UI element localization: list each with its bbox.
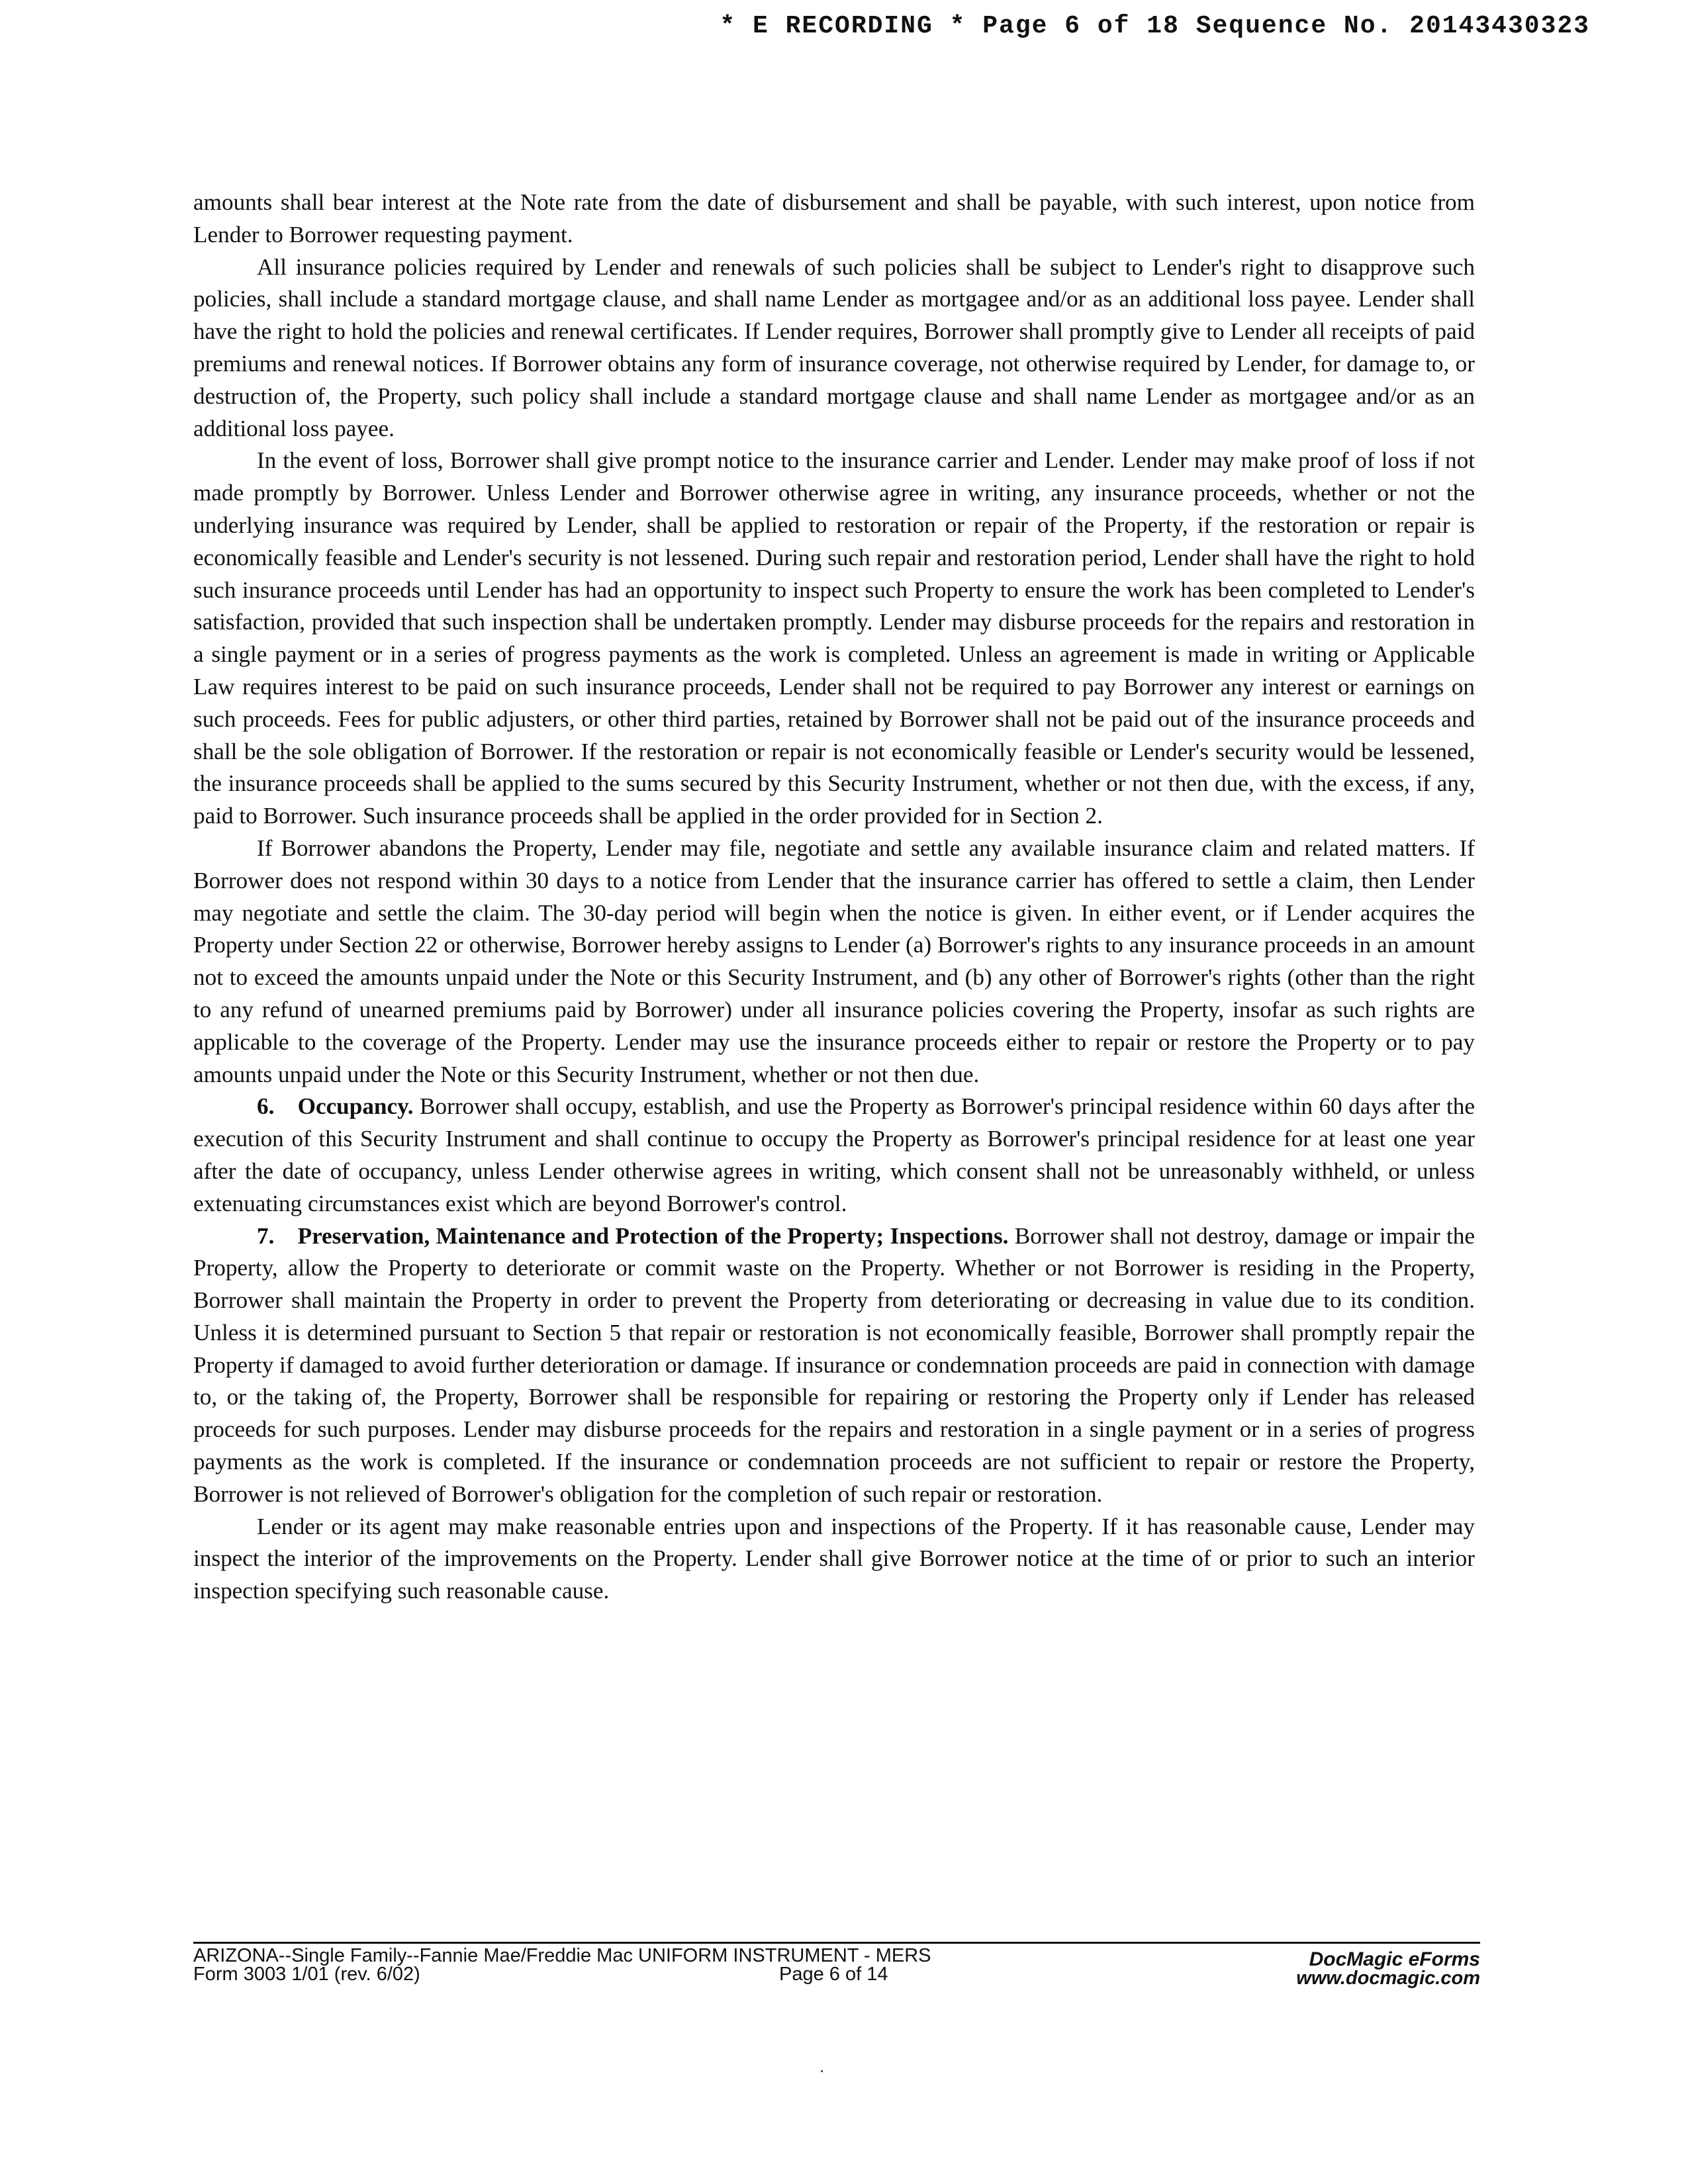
section-6-body: Borrower shall occupy, establish, and use the Property as Borrower's principal residence within 60 days after the execution of this Security Instrument and shall continue to occupy the Property as Borrower's principal residence for at least one year after the date of occupancy, unless Lender otherwise agrees in writing, which consent shall not be unreasonably withheld, or unless extenuating circumstances exist which are beyond Borrower's control. [193, 1093, 1475, 1216]
section-6-heading: 6. Occupancy. [257, 1093, 414, 1120]
footer-brand-block [1296, 1950, 1480, 1987]
scan-speck [821, 2070, 823, 2072]
footer-form-number: Form 3003 1/01 (rev. 6/02) [193, 1964, 420, 1985]
document-body [193, 187, 1475, 1608]
footer-page-number: Page 6 of 14 [779, 1964, 888, 1985]
paragraph-continuation: amounts shall bear interest at the Note rate from the date of disbursement and shall be payable, with such interest, upon notice from Lender to Borrower requesting payment. [193, 189, 1475, 248]
paragraph-inspections: Lender or its agent may make reasonable entries upon and inspections of the Property. If it has reasonable cause, Lender may inspect the interior of the improvements on the Property. Lender shall give Borrower notice at the time of or prior to such an interior inspection specifying such reasonable cause. [193, 1513, 1475, 1604]
section-7-heading: 7. Preservation, Maintenance and Protection of the Property; Inspections. [257, 1222, 1009, 1249]
recording-header: * E RECORDING * Page 6 of 18 Sequence No. 20143430323 [720, 12, 1590, 40]
section-7-body: Borrower shall not destroy, damage or impair the Property, allow the Property to deteriorate or commit waste on the Property. Whether or not Borrower is residing in the Property, Borrower shall maintain the Property in order to prevent the Property from deteriorating or decreasing in value due to its condition. Unless it is determined pursuant to Section 5 that repair or restoration is not economically feasible, Borrower shall promptly repair the Property if damaged to avoid further deterioration or damage. If insurance or condemnation proceeds are paid in connection with damage to, or the taking of, the Property, Borrower shall be responsible for repairing or restoring the Property only if Lender has released proceeds for such purposes. Lender may disburse proceeds for the repairs and restoration in a single payment or in a series of progress payments as the work is completed. If the insurance or condemnation proceeds are not sufficient to repair or restore the Property, Borrower is not relieved of Borrower's obligation for the completion of such repair or restoration. [193, 1222, 1475, 1507]
paragraph-abandonment: If Borrower abandons the Property, Lender may file, negotiate and settle any available insurance claim and related matters. If Borrower does not respond within 30 days to a notice from Lender that the insurance carrier has offered to settle a claim, then Lender may negotiate and settle the claim. The 30-day period will begin when the notice is given. In either event, or if Lender acquires the Property under Section 22 or otherwise, Borrower hereby assigns to Lender (a) Borrower's rights to any insurance proceeds in an amount not to exceed the amounts unpaid under the Note or this Security Instrument, and (b) any other of Borrower's rights (other than the right to any refund of unearned premiums paid by Borrower) under all insurance policies covering the Property, insofar as such rights are applicable to the coverage of the Property. Lender may use the insurance proceeds either to repair or restore the Property or to pay amounts unpaid under the Note or this Security Instrument, whether or not then due. [193, 835, 1475, 1087]
page-footer [193, 1942, 1480, 1989]
section-6-occupancy [193, 1091, 1475, 1220]
paragraph-event-of-loss: In the event of loss, Borrower shall give prompt notice to the insurance carrier and Lender. Lender may make proof of loss if not made promptly by Borrower. Unless Lender and Borrower otherwise agree in writing, any insurance proceeds, whether or not the underlying insurance was required by Lender, shall be applied to restoration or repair of the Property, if the restoration or repair is economically feasible and Lender's security is not lessened. During such repair and restoration period, Lender shall have the right to hold such insurance proceeds until Lender has had an opportunity to inspect such Property to ensure the work has been completed to Lender's satisfaction, provided that such inspection shall be undertaken promptly. Lender may disburse proceeds for the repairs and restoration in a single payment or in a series of progress payments as the work is completed. Unless an agreement is made in writing or Applicable Law requires interest to be paid on such insurance proceeds, Lender shall not be required to pay Borrower any interest or earnings on such proceeds. Fees for public adjusters, or other third parties, retained by Borrower shall not be paid out of the insurance proceeds and shall be the sole obligation of Borrower. If the restoration or repair is not economically feasible or Lender's security would be lessened, the insurance proceeds shall be applied to the sums secured by this Security Instrument, whether or not then due, with the excess, if any, paid to Borrower. Such insurance proceeds shall be applied in the order provided for in Section 2. [193, 447, 1475, 829]
footer-form-title: ARIZONA--Single Family--Fannie Mae/Freddie Mac UNIFORM INSTRUMENT - MERS [193, 1945, 931, 1966]
footer-url: www.docmagic.com [1296, 1968, 1480, 1989]
paragraph-insurance-policies: All insurance policies required by Lender and renewals of such policies shall be subject to Lender's right to disapprove such policies, shall include a standard mortgage clause, and shall name Lender as mortgagee and/or as an additional loss payee. Lender shall have the right to hold the policies and renewal certificates. If Lender requires, Borrower shall promptly give to Lender all receipts of paid premiums and renewal notices. If Borrower obtains any form of insurance coverage, not otherwise required by Lender, for damage to, or destruction of, the Property, such policy shall include a standard mortgage clause and shall name Lender as mortgagee and/or as an additional loss payee. [193, 253, 1475, 441]
section-7-preservation [193, 1220, 1475, 1511]
docmagic-logo: DocMagic eForms [1309, 1948, 1480, 1970]
